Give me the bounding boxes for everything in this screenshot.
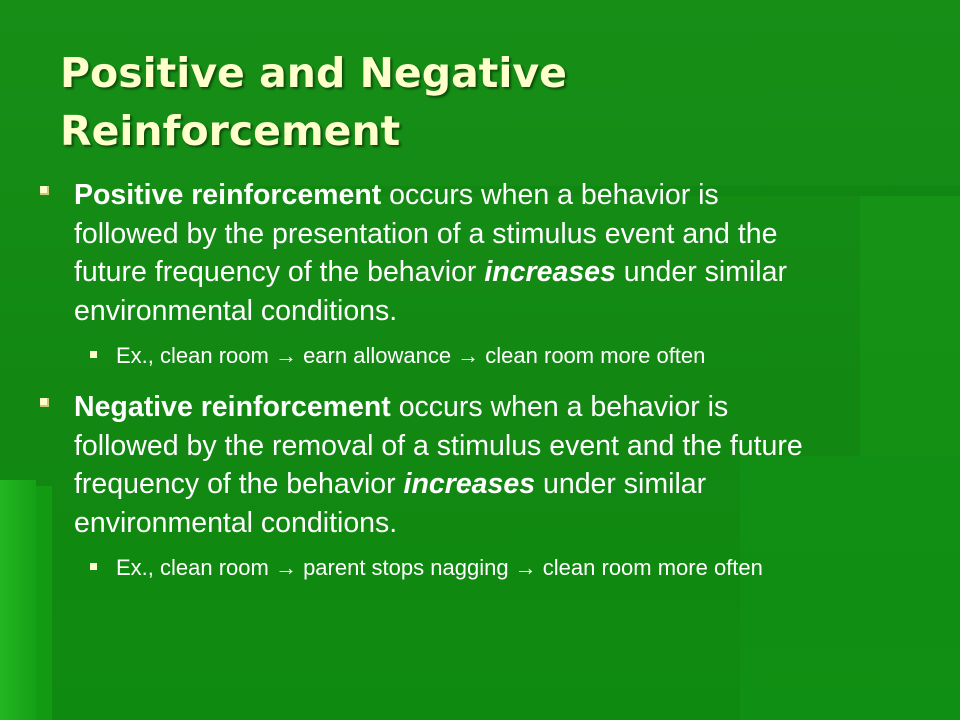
definition-text: occurs when a behavior is followed by the removal of a stimulus event and the future frequency of the behavior bbox=[74, 391, 803, 500]
decorative-band-right bbox=[860, 196, 960, 456]
example-part: Ex., clean room bbox=[116, 343, 275, 368]
term-positive-reinforcement: Positive reinforcement bbox=[74, 179, 382, 211]
bullet-positive-reinforcement bbox=[40, 176, 820, 330]
slide-title: Positive and Negative Reinforcement bbox=[60, 49, 567, 155]
bullet-list bbox=[40, 176, 820, 600]
definition-text-end: under similar environmental conditions. bbox=[74, 256, 787, 327]
bullet-negative-reinforcement bbox=[40, 388, 820, 542]
example-part: parent stops nagging bbox=[296, 555, 515, 580]
example-part: Ex., clean room bbox=[116, 555, 275, 580]
example-negative bbox=[40, 554, 820, 582]
square-bullet-icon bbox=[40, 398, 49, 407]
arrow-right-icon: → bbox=[274, 555, 297, 580]
square-sub-bullet-icon bbox=[90, 351, 97, 358]
square-sub-bullet-icon bbox=[90, 563, 97, 570]
example-part: earn allowance bbox=[296, 343, 458, 368]
square-bullet-icon bbox=[40, 186, 49, 195]
example-positive bbox=[40, 342, 820, 370]
example-part: clean room more often bbox=[536, 555, 763, 580]
definition-text-end: under similar environmental conditions. bbox=[74, 468, 707, 539]
arrow-right-icon: → bbox=[274, 343, 297, 368]
emphasis-increases: increases bbox=[403, 468, 536, 500]
term-negative-reinforcement: Negative reinforcement bbox=[74, 391, 391, 423]
arrow-right-icon: → bbox=[514, 555, 537, 580]
arrow-right-icon: → bbox=[457, 343, 480, 368]
decorative-band-left bbox=[0, 480, 36, 720]
example-part: clean room more often bbox=[479, 343, 706, 368]
emphasis-increases: increases bbox=[484, 256, 616, 288]
definition-text: occurs when a behavior is followed by the presentation of a stimulus event and the future frequency of the behavior bbox=[74, 179, 778, 288]
